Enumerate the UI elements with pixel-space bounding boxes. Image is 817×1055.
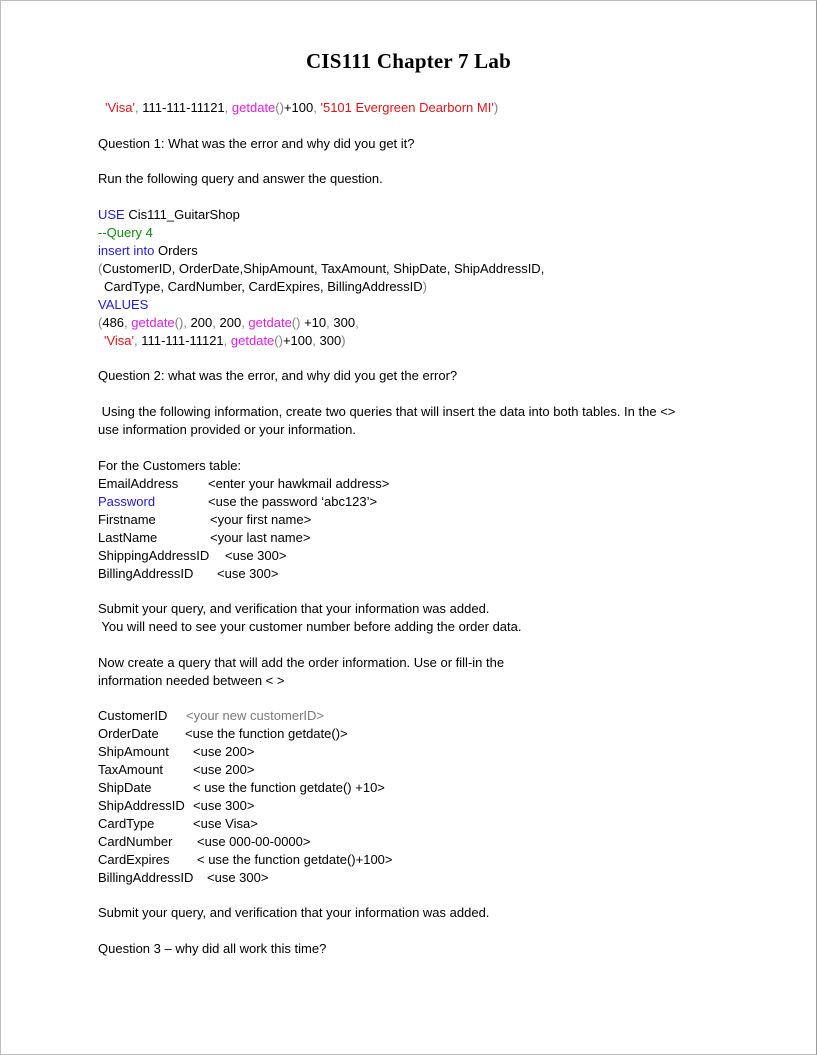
field-value: <use Visa> (193, 816, 258, 831)
question-1: Question 1: What was the error and why did you get it? (98, 136, 415, 151)
field-value: <use 000-00-0000> (197, 834, 311, 849)
field-name: ShipDate (98, 780, 152, 795)
order-intro-1: Now create a query that will add the order information. Use or fill-in the (98, 655, 505, 670)
field-name: Password (98, 494, 156, 509)
code-string: 'Visa' (105, 100, 136, 115)
field-name: OrderDate (98, 726, 159, 741)
code-use-line: USE Cis111_GuitarShop (98, 207, 240, 222)
field-name: ShipAddressID (98, 798, 185, 813)
field-name: EmailAddress (98, 476, 179, 491)
code-values-1: (486, getdate(), 200, 200, getdate() +10, 300, (98, 315, 359, 330)
code-number: 111-111-11121 (142, 100, 225, 115)
field-value: <your last name> (210, 530, 311, 545)
page-title: CIS111 Chapter 7 Lab (306, 49, 511, 73)
field-value: <use 300> (207, 870, 269, 885)
field-name: ShipAmount (98, 744, 169, 759)
field-name: CardNumber (98, 834, 173, 849)
field-name: Firstname (98, 512, 156, 527)
order-intro-2: information needed between < > (98, 673, 285, 688)
submit-note-2: You will need to see your customer number before adding the order data. (98, 619, 522, 634)
code-function: getdate (231, 100, 276, 115)
field-name: BillingAddressID (98, 566, 194, 581)
field-value: <your new customerID> (186, 708, 325, 723)
field-name: ShippingAddressID (98, 548, 210, 563)
run-instruction: Run the following query and answer the question. (98, 171, 383, 186)
field-value: <use the function getdate()> (185, 726, 348, 741)
question-2: Question 2: what was the error, and why did you get the error? (98, 368, 458, 383)
field-name: CustomerID (98, 708, 168, 723)
intro-code-line: 'Visa', 111-111-11121, getdate()+100, '5101 Evergreen Dearborn MI') (105, 100, 499, 115)
field-name: LastName (98, 530, 158, 545)
field-name: BillingAddressID (98, 870, 194, 885)
field-name: CardExpires (98, 852, 170, 867)
field-value: <enter your hawkmail address> (208, 476, 390, 491)
field-value: <your first name> (210, 512, 312, 527)
submit-note-1: Submit your query, and verification that your information was added. (98, 601, 490, 616)
field-name: TaxAmount (98, 762, 164, 777)
instructions-line-2: use information provided or your information. (98, 422, 356, 437)
code-string: '5101 Evergreen Dearborn MI' (320, 100, 494, 115)
field-value: < use the function getdate()+100> (197, 852, 393, 867)
code-values-kw: VALUES (98, 297, 149, 312)
field-value: <use 200> (193, 762, 255, 777)
field-name: CardType (98, 816, 155, 831)
field-value: <use 300> (225, 548, 287, 563)
field-value: < use the function getdate() +10> (193, 780, 385, 795)
code-insert-line: insert into Orders (98, 243, 198, 258)
code-values-2: 'Visa', 111-111-11121, getdate()+100, 300) (104, 333, 346, 348)
customers-heading: For the Customers table: (98, 458, 242, 473)
code-columns-2: CardType, CardNumber, CardExpires, BillingAddressID) (104, 279, 427, 294)
submit-note-3: Submit your query, and verification that your information was added. (98, 905, 490, 920)
code-columns-1: (CustomerID, OrderDate,ShipAmount, TaxAmount, ShipDate, ShipAddressID, (98, 261, 545, 276)
instructions-line-1: Using the following information, create two queries that will insert the data into both tables. In the <> (98, 404, 676, 419)
field-value: <use 200> (193, 744, 255, 759)
question-3: Question 3 – why did all work this time? (98, 941, 327, 956)
field-value: <use the password ‘abc123’> (208, 494, 378, 509)
field-value: <use 300> (193, 798, 255, 813)
field-value: <use 300> (217, 566, 279, 581)
code-comment: --Query 4 (98, 225, 153, 240)
